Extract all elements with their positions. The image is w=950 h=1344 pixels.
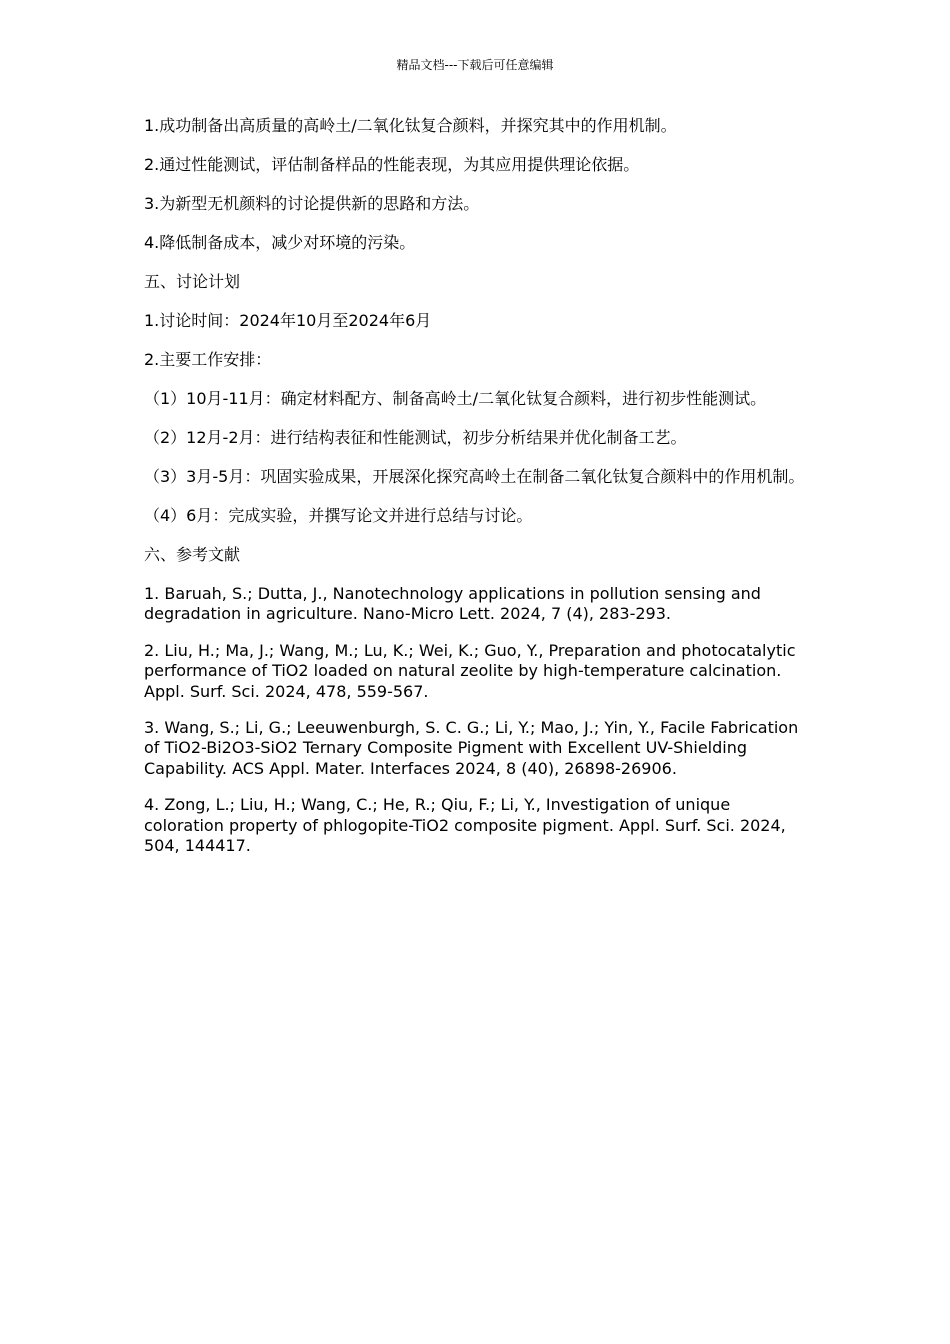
reference-item-4: 4. Zong, L.; Liu, H.; Wang, C.; He, R.; Qiu, F.; Li, Y., Investigation of unique coloration property of phlogopite-TiO2 composite pigment. Appl. Surf. Sci. 2024, 504, 144417. <box>144 795 786 856</box>
section-heading-references: 六、参考文献 <box>144 545 241 564</box>
reference-item-1: 1. Baruah, S.; Dutta, J., Nanotechnology applications in pollution sensing and degradation in agriculture. Nano-Micro Lett. 2024, 7 (4), 283-293. <box>144 584 761 624</box>
section-heading-plan: 五、讨论计划 <box>144 272 241 291</box>
plan-step-3: （3）3月-5月：巩固实验成果，开展深化探究高岭土在制备二氧化钛复合颜料中的作用机制。 <box>144 467 805 486</box>
reference-item-2: 2. Liu, H.; Ma, J.; Wang, M.; Lu, K.; Wei, K.; Guo, Y., Preparation and photocatalytic performance of TiO2 loaded on natural zeolite by high-temperature calcination. Appl. Surf. Sci. 2024, 478, 559-567. <box>144 640 796 701</box>
goal-item-4: 4.降低制备成本，减少对环境的污染。 <box>144 233 416 252</box>
plan-step-4: （4）6月：完成实验，并撰写论文并进行总结与讨论。 <box>144 506 533 525</box>
document-body <box>144 116 808 872</box>
goal-item-2: 2.通过性能测试，评估制备样品的性能表现，为其应用提供理论依据。 <box>144 155 640 174</box>
plan-step-1: （1）10月-11月：确定材料配方、制备高岭土/二氧化钛复合颜料，进行初步性能测试。 <box>144 389 767 408</box>
plan-time: 1.讨论时间：2024年10月至2024年6月 <box>144 311 432 330</box>
page-header: 精品文档---下载后可任意编辑 <box>396 58 554 72</box>
goal-item-3: 3.为新型无机颜料的讨论提供新的思路和方法。 <box>144 194 480 213</box>
plan-arrangement-heading: 2.主要工作安排： <box>144 350 272 369</box>
reference-item-3: 3. Wang, S.; Li, G.; Leeuwenburgh, S. C. G.; Li, Y.; Mao, J.; Yin, Y., Facile Fabrication of TiO2-Bi2O3-SiO2 Ternary Composite Pigment with Excellent UV-Shielding Capability. ACS Appl. Mater. Interfaces 2024, 8 (40), 26898-26906. <box>144 718 799 778</box>
plan-step-2: （2）12月-2月：进行结构表征和性能测试，初步分析结果并优化制备工艺。 <box>144 428 687 447</box>
goal-item-1: 1.成功制备出高质量的高岭土/二氧化钛复合颜料，并探究其中的作用机制。 <box>144 116 677 135</box>
